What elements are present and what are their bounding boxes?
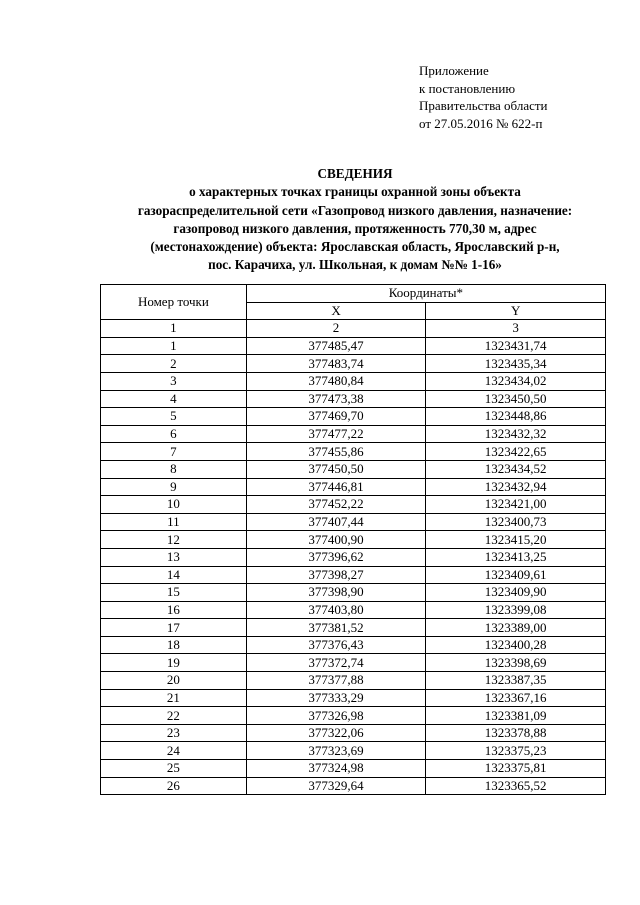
x-coordinate-cell: 377446,81 bbox=[246, 478, 426, 496]
table-row bbox=[101, 654, 606, 672]
table-row bbox=[101, 584, 606, 602]
appendix-line: Приложение bbox=[419, 63, 489, 78]
y-coordinate-cell: 1323400,28 bbox=[426, 636, 606, 654]
table-row bbox=[101, 566, 606, 584]
point-number-cell: 25 bbox=[101, 760, 247, 778]
x-coordinate-cell: 377329,64 bbox=[246, 777, 426, 795]
x-coordinate-cell: 377480,84 bbox=[246, 372, 426, 390]
point-number-cell: 19 bbox=[101, 654, 247, 672]
table-row bbox=[101, 636, 606, 654]
point-number-cell: 11 bbox=[101, 513, 247, 531]
x-coordinate-cell: 377485,47 bbox=[246, 337, 426, 355]
x-coordinate-cell: 377455,86 bbox=[246, 443, 426, 461]
table-row bbox=[101, 513, 606, 531]
table-row bbox=[101, 689, 606, 707]
x-coordinate-cell: 377324,98 bbox=[246, 760, 426, 778]
y-coordinate-cell: 1323375,81 bbox=[426, 760, 606, 778]
y-coordinate-cell: 1323400,73 bbox=[426, 513, 606, 531]
y-coordinate-cell: 1323378,88 bbox=[426, 724, 606, 742]
point-number-cell: 18 bbox=[101, 636, 247, 654]
point-number-cell: 1 bbox=[101, 337, 247, 355]
point-number-cell: 21 bbox=[101, 689, 247, 707]
table-row bbox=[101, 425, 606, 443]
y-coordinate-cell: 1323450,50 bbox=[426, 390, 606, 408]
y-coordinate-cell: 1323448,86 bbox=[426, 408, 606, 426]
x-coordinate-cell: 377450,50 bbox=[246, 460, 426, 478]
column-number: 2 bbox=[246, 320, 426, 338]
x-coordinate-cell: 377376,43 bbox=[246, 636, 426, 654]
point-number-cell: 13 bbox=[101, 548, 247, 566]
point-number-cell: 16 bbox=[101, 601, 247, 619]
point-number-cell: 15 bbox=[101, 584, 247, 602]
point-number-cell: 24 bbox=[101, 742, 247, 760]
table-row bbox=[101, 355, 606, 373]
table-row bbox=[101, 408, 606, 426]
point-number-cell: 12 bbox=[101, 531, 247, 549]
x-coordinate-cell: 377333,29 bbox=[246, 689, 426, 707]
table-row bbox=[101, 724, 606, 742]
point-number-cell: 17 bbox=[101, 619, 247, 637]
table-row bbox=[101, 496, 606, 514]
table-row bbox=[101, 548, 606, 566]
table-row bbox=[101, 337, 606, 355]
y-coordinate-cell: 1323432,94 bbox=[426, 478, 606, 496]
x-coordinate-cell: 377372,74 bbox=[246, 654, 426, 672]
header-x: X bbox=[246, 302, 426, 320]
y-coordinate-cell: 1323381,09 bbox=[426, 707, 606, 725]
point-number-cell: 2 bbox=[101, 355, 247, 373]
point-number-cell: 7 bbox=[101, 443, 247, 461]
header-y: Y bbox=[426, 302, 606, 320]
table-row bbox=[101, 742, 606, 760]
header-coordinates: Координаты* bbox=[246, 285, 605, 303]
point-number-cell: 23 bbox=[101, 724, 247, 742]
point-number-cell: 10 bbox=[101, 496, 247, 514]
x-coordinate-cell: 377469,70 bbox=[246, 408, 426, 426]
point-number-cell: 6 bbox=[101, 425, 247, 443]
y-coordinate-cell: 1323421,00 bbox=[426, 496, 606, 514]
column-number: 1 bbox=[101, 320, 247, 338]
y-coordinate-cell: 1323399,08 bbox=[426, 601, 606, 619]
x-coordinate-cell: 377381,52 bbox=[246, 619, 426, 637]
x-coordinate-cell: 377377,88 bbox=[246, 672, 426, 690]
appendix-line: к постановлению bbox=[419, 80, 516, 96]
table-row bbox=[101, 460, 606, 478]
table-row bbox=[101, 601, 606, 619]
point-number-cell: 3 bbox=[101, 372, 247, 390]
table-row bbox=[101, 531, 606, 549]
x-coordinate-cell: 377398,27 bbox=[246, 566, 426, 584]
x-coordinate-cell: 377473,38 bbox=[246, 390, 426, 408]
y-coordinate-cell: 1323415,20 bbox=[426, 531, 606, 549]
header-point-number: Номер точки bbox=[101, 285, 247, 320]
y-coordinate-cell: 1323409,90 bbox=[426, 584, 606, 602]
x-coordinate-cell: 377396,62 bbox=[246, 548, 426, 566]
point-number-cell: 26 bbox=[101, 777, 247, 795]
table-row bbox=[101, 478, 606, 496]
y-coordinate-cell: 1323409,61 bbox=[426, 566, 606, 584]
table-row bbox=[101, 672, 606, 690]
heading-line: о характерных точках границы охранной зоны объекта bbox=[189, 184, 521, 200]
y-coordinate-cell: 1323431,74 bbox=[426, 337, 606, 355]
y-coordinate-cell: 1323365,52 bbox=[426, 777, 606, 795]
appendix-line: Правительства области bbox=[419, 98, 548, 113]
table-row bbox=[101, 760, 606, 778]
x-coordinate-cell: 377452,22 bbox=[246, 496, 426, 514]
y-coordinate-cell: 1323398,69 bbox=[426, 654, 606, 672]
x-coordinate-cell: 377403,80 bbox=[246, 601, 426, 619]
table-row bbox=[101, 372, 606, 390]
column-number: 3 bbox=[426, 320, 606, 338]
x-coordinate-cell: 377326,98 bbox=[246, 707, 426, 725]
heading-line: газопровод низкого давления, протяженность 770,30 м, адрес bbox=[173, 220, 537, 236]
x-coordinate-cell: 377407,44 bbox=[246, 513, 426, 531]
x-coordinate-cell: 377322,06 bbox=[246, 724, 426, 742]
y-coordinate-cell: 1323435,34 bbox=[426, 355, 606, 373]
y-coordinate-cell: 1323432,32 bbox=[426, 425, 606, 443]
point-number-cell: 20 bbox=[101, 672, 247, 690]
x-coordinate-cell: 377477,22 bbox=[246, 425, 426, 443]
y-coordinate-cell: 1323413,25 bbox=[426, 548, 606, 566]
y-coordinate-cell: 1323434,02 bbox=[426, 372, 606, 390]
appendix-block bbox=[419, 62, 548, 132]
heading-line: (местонахождение) объекта: Ярославская область, Ярославский р-н, bbox=[150, 239, 560, 255]
table-row bbox=[101, 707, 606, 725]
appendix-line: от 27.05.2016 № 622-п bbox=[419, 115, 543, 131]
x-coordinate-cell: 377323,69 bbox=[246, 742, 426, 760]
table-row bbox=[101, 777, 606, 795]
point-number-cell: 22 bbox=[101, 707, 247, 725]
y-coordinate-cell: 1323389,00 bbox=[426, 619, 606, 637]
y-coordinate-cell: 1323375,23 bbox=[426, 742, 606, 760]
point-number-cell: 4 bbox=[101, 390, 247, 408]
table-row bbox=[101, 443, 606, 461]
column-number-row bbox=[101, 320, 606, 338]
x-coordinate-cell: 377398,90 bbox=[246, 584, 426, 602]
heading-line: газораспределительной сети «Газопровод низкого давления, назначение: bbox=[137, 202, 573, 218]
y-coordinate-cell: 1323367,16 bbox=[426, 689, 606, 707]
document-title: СВЕДЕНИЯ bbox=[317, 166, 393, 181]
table-row bbox=[101, 619, 606, 637]
point-number-cell: 8 bbox=[101, 460, 247, 478]
x-coordinate-cell: 377400,90 bbox=[246, 531, 426, 549]
point-number-cell: 9 bbox=[101, 478, 247, 496]
x-coordinate-cell: 377483,74 bbox=[246, 355, 426, 373]
coordinates-table bbox=[100, 284, 606, 795]
point-number-cell: 14 bbox=[101, 566, 247, 584]
y-coordinate-cell: 1323434,52 bbox=[426, 460, 606, 478]
y-coordinate-cell: 1323422,65 bbox=[426, 443, 606, 461]
document-heading bbox=[60, 165, 640, 275]
heading-line: пос. Карачиха, ул. Школьная, к домам №№ 1-16» bbox=[208, 257, 502, 273]
table-header-row bbox=[101, 285, 606, 303]
point-number-cell: 5 bbox=[101, 408, 247, 426]
table-row bbox=[101, 390, 606, 408]
y-coordinate-cell: 1323387,35 bbox=[426, 672, 606, 690]
